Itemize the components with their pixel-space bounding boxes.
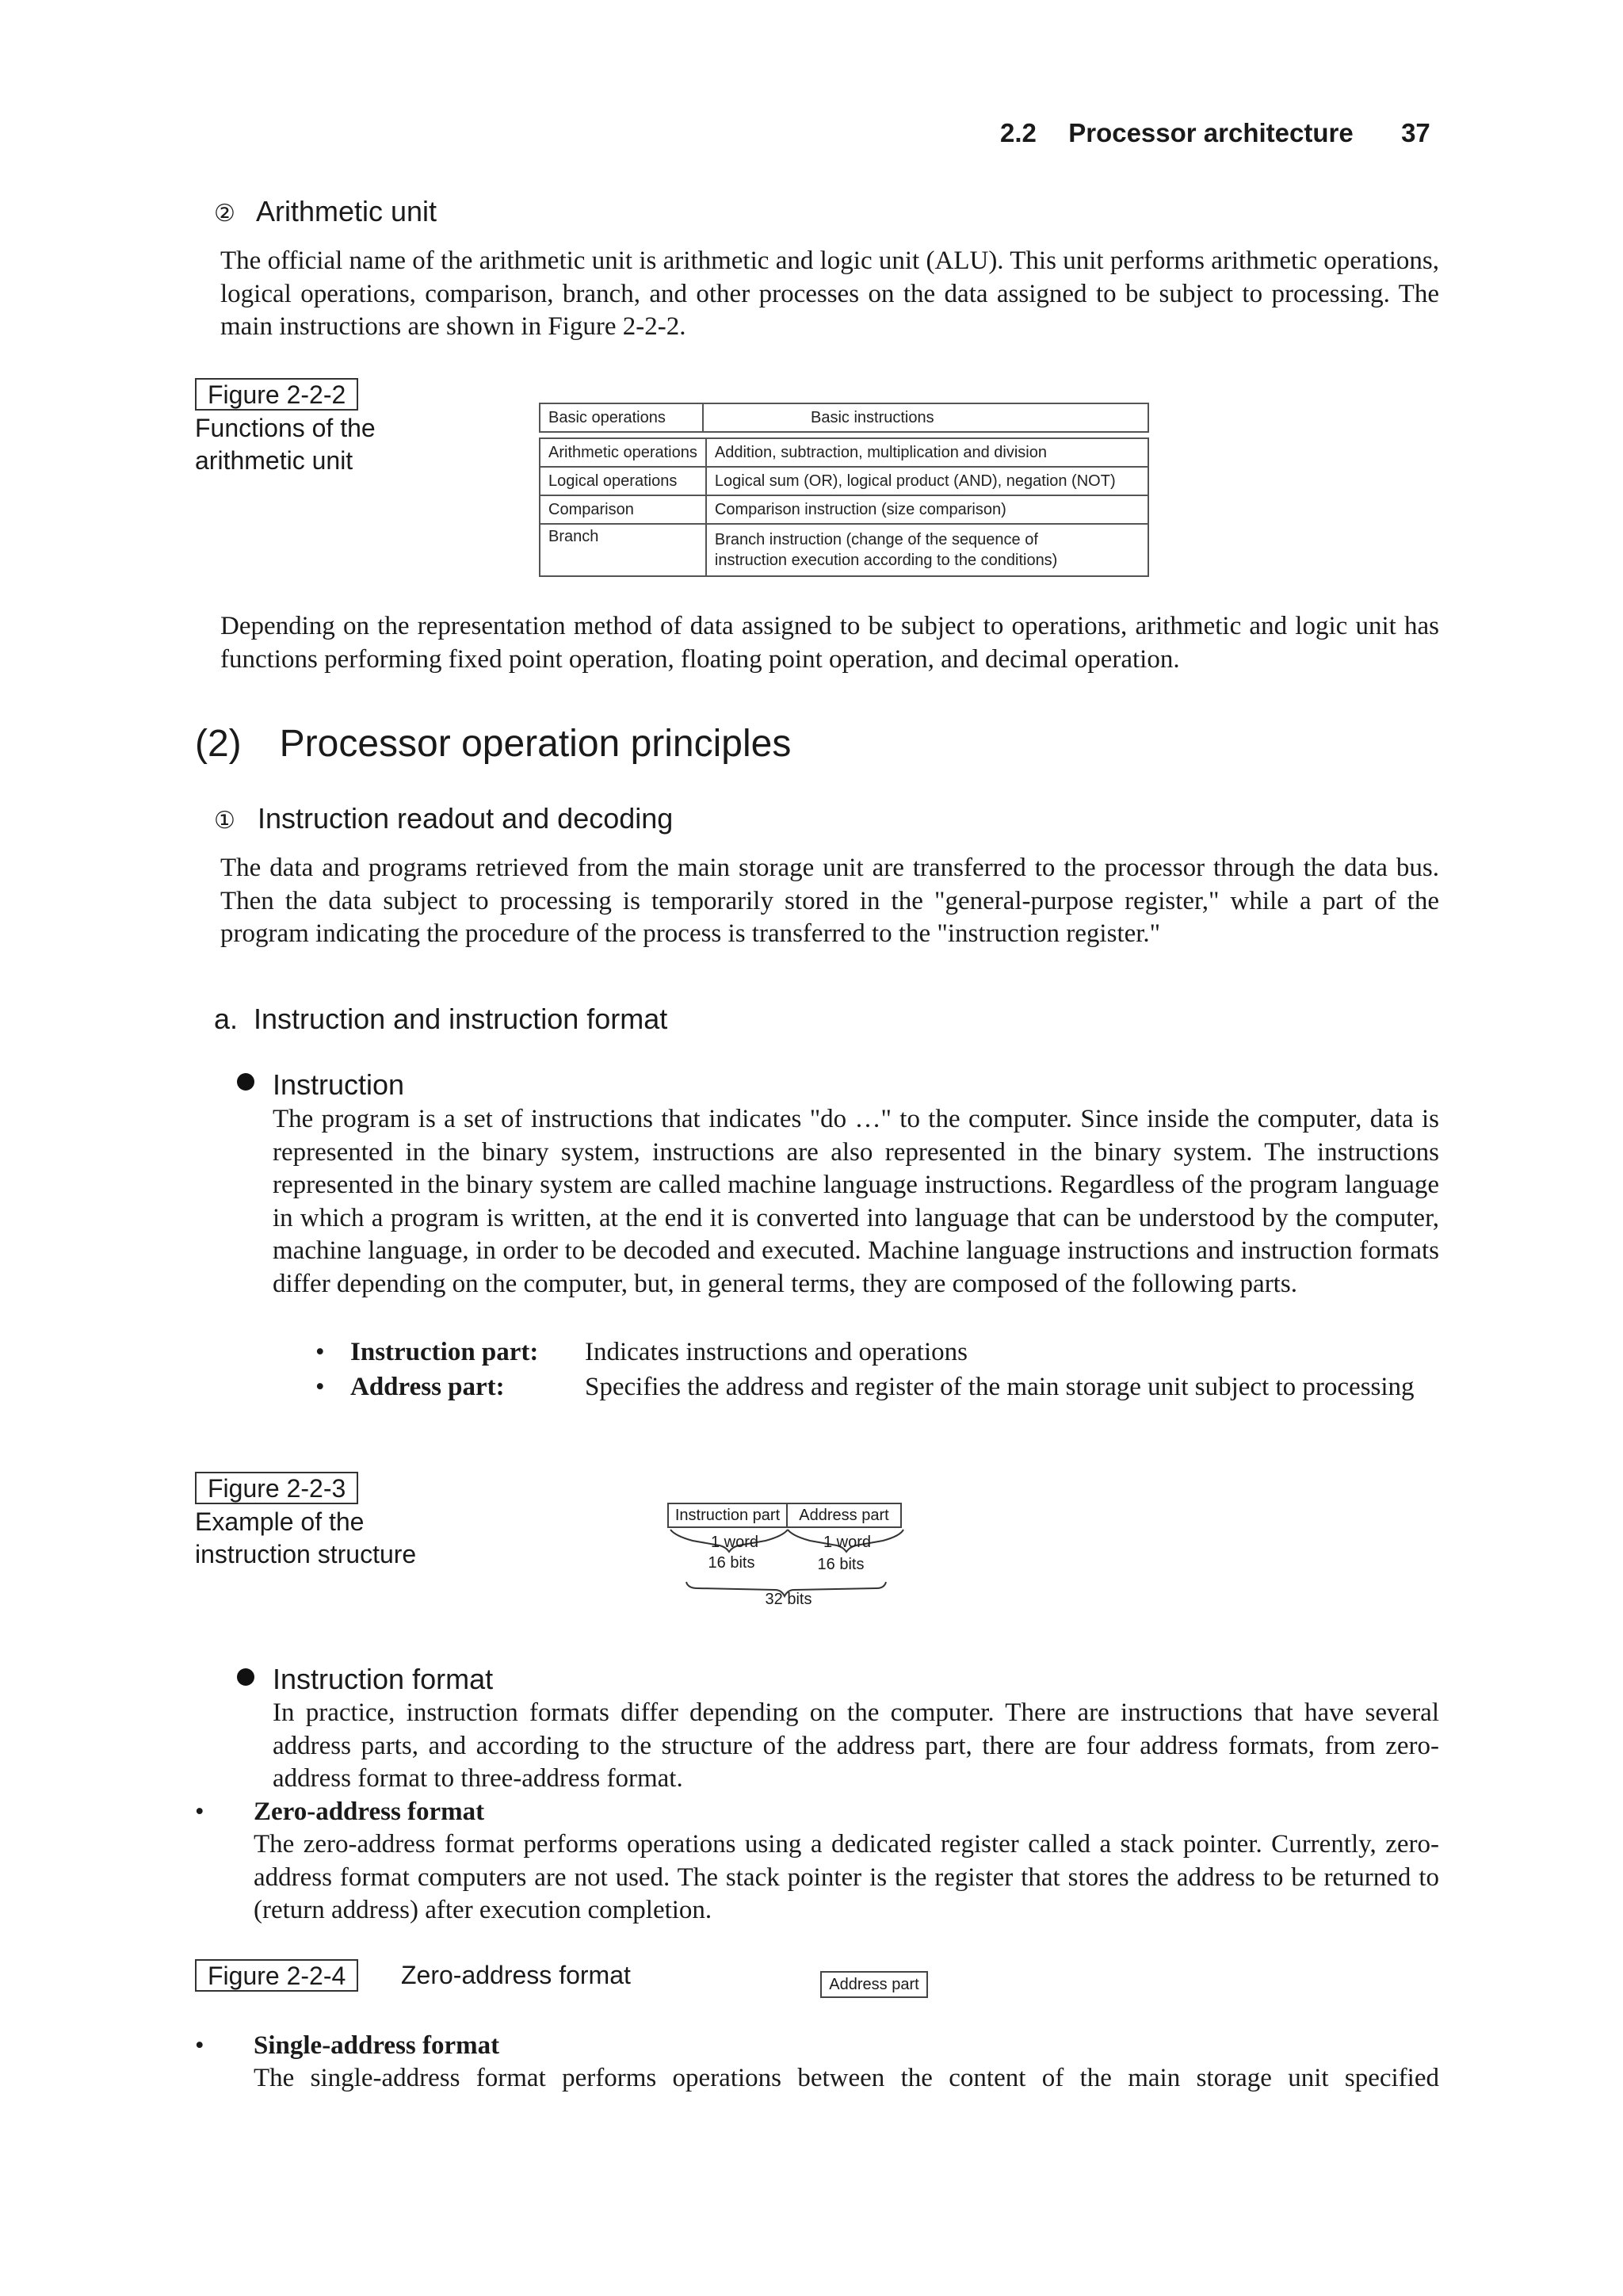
header-section-title: Processor architecture: [1068, 118, 1354, 147]
bits-label: 16 bits: [708, 1554, 755, 1572]
alu-representation-paragraph: Depending on the representation method of data assigned to be subject to operations, arithmetic and logic unit has functions performing fixed point operation, floating point operation, and decimal operation.: [220, 612, 1439, 674]
table-cell: Comparison: [540, 495, 706, 524]
figure-2-2-3-label: Figure 2-2-3: [195, 1472, 358, 1504]
table-row: [540, 467, 1148, 495]
bits-label: 16 bits: [817, 1556, 865, 1573]
bullet-dot: [237, 1668, 254, 1686]
instruction-part-box: Instruction part: [667, 1503, 788, 1528]
table-header-cell: Basic instructions: [703, 403, 1148, 432]
circled-number-1: ①: [214, 808, 235, 834]
address-part-box: Address part: [820, 1971, 928, 1998]
address-part-box: Address part: [786, 1503, 902, 1528]
table-cell: Comparison instruction (size comparison): [706, 495, 1148, 524]
bullet: •: [315, 1338, 325, 1366]
bullet-dot: [237, 1073, 254, 1091]
figure-2-2-3-caption: [195, 1506, 416, 1571]
readout-paragraph: The data and programs retrieved from the main storage unit are transferred to the processor through the data bus. Then the data subject to processing is temporarily stored in the "general-purpose register," while a part of the program indicating the procedure of the process is transferred to the "instruction register.": [220, 854, 1439, 948]
part-desc: Indicates instructions and operations: [585, 1338, 968, 1366]
table-cell: Branch instruction (change of the sequence of instruction execution according to the conditions): [706, 524, 1148, 576]
arith-heading: [214, 195, 437, 231]
single-address-title: Single-address format: [254, 2031, 500, 2060]
parts-list-item: [315, 1370, 1439, 1404]
single-address-paragraph: The single-address format performs operations between the content of the main storage unit specified: [254, 2064, 1439, 2092]
caption-line: Functions of the: [195, 414, 376, 442]
circled-number-2: ②: [214, 201, 235, 227]
total-bits-label: 32 bits: [765, 1591, 812, 1608]
header-section-number: 2.2: [1000, 118, 1037, 147]
arith-heading-text: Arithmetic unit: [255, 195, 437, 227]
part-term: Instruction part:: [350, 1338, 539, 1366]
table-cell: Arithmetic operations: [540, 438, 706, 467]
zero-address-paragraph: The zero-address format performs operations using a dedicated register called a stack pointer. Currently, zero-address format computers are not used. The stack pointer is the register that stores the address to be returned to (return address) after execution completion.: [254, 1830, 1439, 1924]
bullet: •: [195, 2031, 204, 2060]
format-title: Instruction format: [273, 1663, 494, 1695]
instruction-paragraph: The program is a set of instructions that indicates "do …" to the computer. Since inside the computer, data is represented in the binary system, instructions are also represented in the binary system. The instructions represented in the binary system are called machine language instructions. Regardless of the program language in which a program is written, at the end it is converted into language that can be understood by the computer, machine language, in order to be decoded and executed. Machine language instructions and instruction formats differ depending on the computer, but, in general terms, they are composed of the following parts.: [273, 1105, 1439, 1298]
table-header-cell: Basic operations: [540, 403, 703, 432]
table-cell: Logical operations: [540, 467, 706, 495]
word-label: 1 word: [823, 1534, 872, 1551]
zero-address-title: Zero-address format: [254, 1797, 485, 1826]
arith-paragraph: The official name of the arithmetic unit is arithmetic and logic unit (ALU). This unit performs arithmetic operations, logical operations, comparison, branch, and other processes on the data assigned to be subject to processing. The main instructions are shown in Figure 2-2-2.: [220, 246, 1439, 341]
running-header: [1000, 117, 1430, 149]
part-term: Address part:: [350, 1373, 505, 1401]
parts-list: [315, 1335, 1439, 1404]
figure-2-2-2-caption: [195, 412, 376, 477]
figure-2-2-2-label: Figure 2-2-2: [195, 378, 358, 411]
subsection-heading-text: Instruction readout and decoding: [257, 802, 674, 835]
table-cell: Addition, subtraction, multiplication and division: [706, 438, 1148, 467]
subsection-a-heading: a. Instruction and instruction format: [214, 1003, 668, 1035]
table-cell: Branch: [540, 524, 706, 576]
table-cell: Logical sum (OR), logical product (AND), negation (NOT): [706, 467, 1148, 495]
table-header-row: [540, 403, 1148, 432]
caption-line: Example of the: [195, 1507, 365, 1536]
format-paragraph: In practice, instruction formats differ depending on the computer. There are instructions that have several address parts, and according to the structure of the address part, there are four address formats, from zero-address format to three-address format.: [273, 1698, 1439, 1793]
section-heading: (2) Processor operation principles: [195, 723, 792, 765]
parts-list-item: [315, 1335, 1439, 1370]
figure-2-2-4-label: Figure 2-2-4: [195, 1959, 358, 1992]
page-number: 37: [1401, 118, 1430, 147]
bullet: •: [315, 1373, 325, 1401]
word-label: 1 word: [710, 1534, 759, 1551]
alu-functions-table: [539, 403, 1149, 577]
subsection-heading: [214, 802, 673, 838]
table-row: [540, 438, 1148, 467]
part-desc: Specifies the address and register of the main storage unit subject to processing: [585, 1373, 1415, 1401]
table-row: [540, 495, 1148, 524]
bullet: •: [195, 1797, 204, 1826]
instruction-structure-diagram: [666, 1503, 911, 1622]
figure-2-2-4-caption: Zero-address format: [401, 1961, 631, 1989]
table-row: [540, 524, 1148, 576]
instruction-title: Instruction: [273, 1068, 405, 1101]
caption-line: instruction structure: [195, 1540, 417, 1568]
caption-line: arithmetic unit: [195, 446, 353, 475]
